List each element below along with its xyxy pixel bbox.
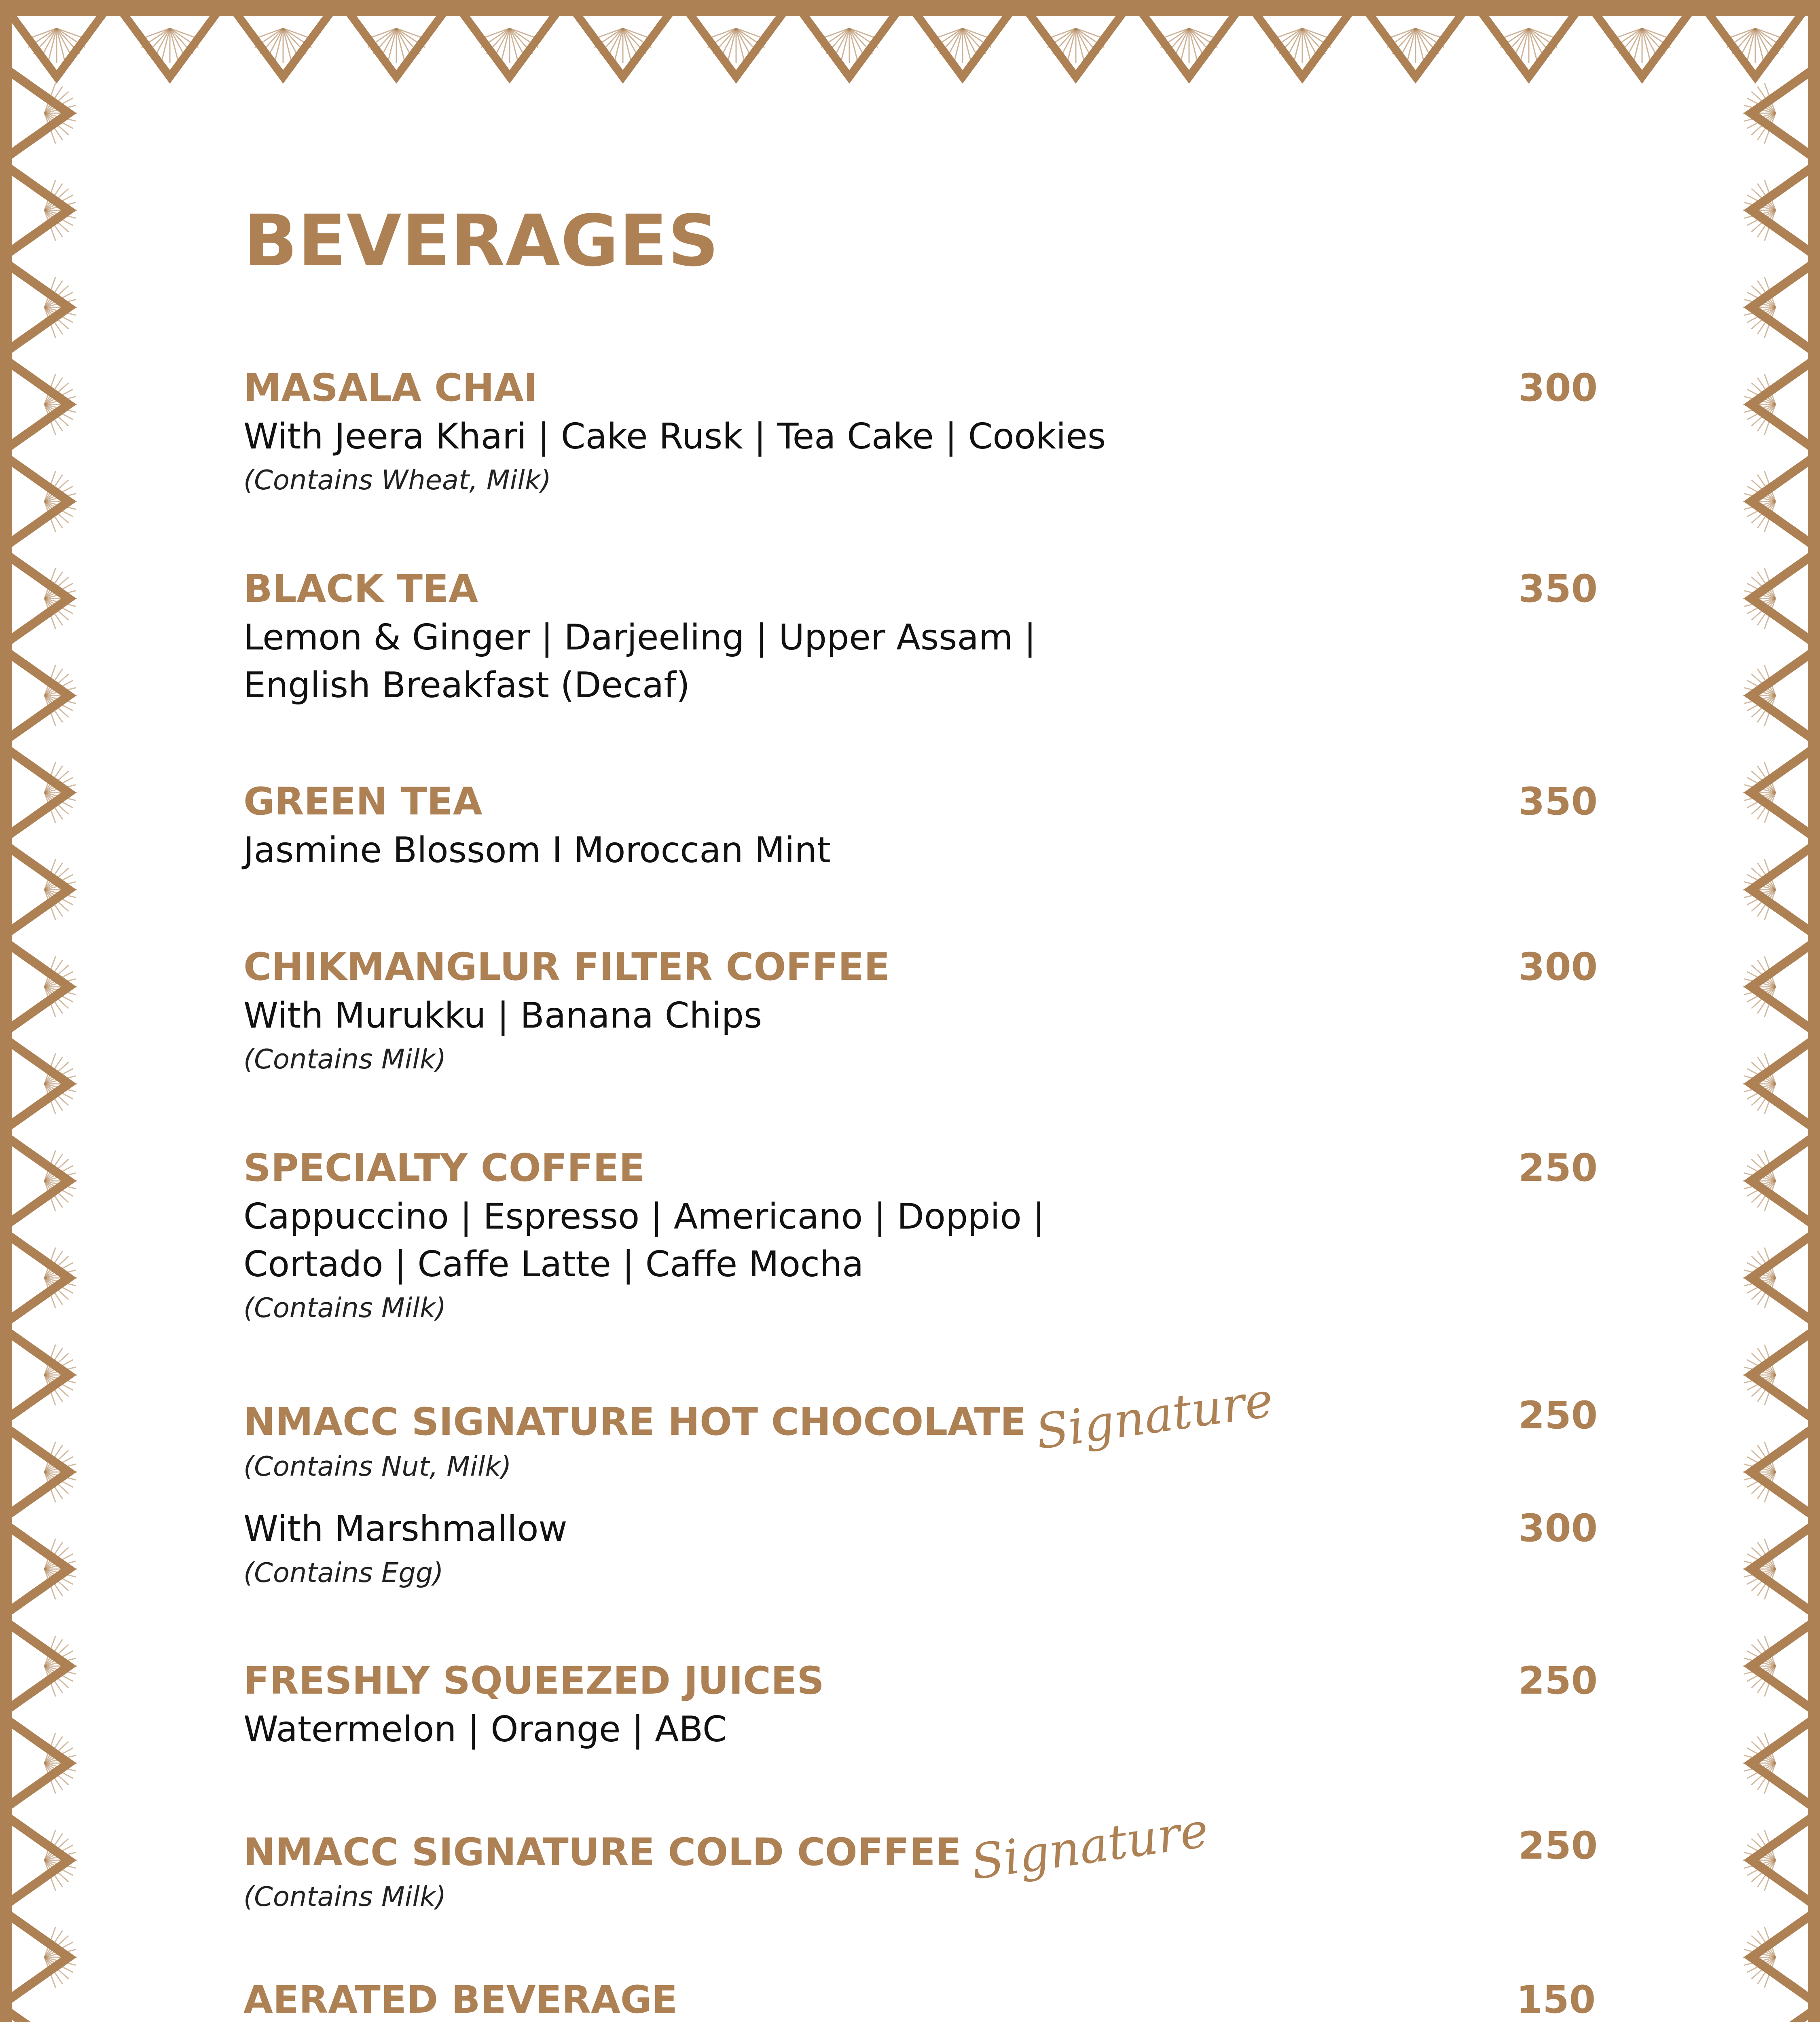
item-name: MASALA CHAI xyxy=(243,366,538,410)
item-name: GREEN TEA xyxy=(243,780,483,824)
item-description: Cappuccino | Espresso | Americano | Doppio | xyxy=(243,1196,1045,1237)
variant-description: With Marshmallow xyxy=(243,1508,567,1549)
item-name: SPECIALTY COFFEE xyxy=(243,1146,645,1190)
allergen-note: (Contains Milk) xyxy=(243,1043,446,1075)
item-price: 250 xyxy=(1518,1146,1598,1190)
item-price: 250 xyxy=(1518,1659,1598,1703)
menu-item-filter-coffee xyxy=(243,943,1606,1079)
menu-item-black-tea xyxy=(243,565,1606,709)
item-description: Watermelon | Orange | ABC xyxy=(243,1709,727,1750)
item-price: 250 xyxy=(1518,1394,1598,1438)
item-price: 250 xyxy=(1518,1824,1598,1868)
item-name: BLACK TEA xyxy=(243,567,478,611)
menu-item-aerated-beverage xyxy=(243,1976,1606,2022)
menu-item-specialty-coffee xyxy=(243,1144,1606,1328)
item-name: CHIKMANGLUR FILTER COFFEE xyxy=(243,945,890,989)
menu-item-juices xyxy=(243,1657,1606,1753)
item-name: NMACC SIGNATURE HOT CHOCOLATE xyxy=(243,1400,1026,1444)
item-price: 350 xyxy=(1518,567,1598,611)
item-description: With Murukku | Banana Chips xyxy=(243,995,762,1036)
item-price: 300 xyxy=(1518,945,1598,989)
item-name: NMACC SIGNATURE COLD COFFEE xyxy=(243,1830,961,1874)
allergen-note: (Contains Nut, Milk) xyxy=(243,1451,512,1482)
item-description: English Breakfast (Decaf) xyxy=(243,664,690,706)
item-price: 300 xyxy=(1518,366,1598,410)
item-description: Lemon & Ginger | Darjeeling | Upper Assam | xyxy=(243,617,1036,658)
signature-mark: Signature xyxy=(1032,1371,1276,1460)
signature-mark: Signature xyxy=(967,1802,1212,1891)
allergen-note: (Contains Milk) xyxy=(243,1292,446,1324)
item-description: Jasmine Blossom I Moroccan Mint xyxy=(243,829,831,871)
allergen-note: (Contains Milk) xyxy=(243,1881,446,1912)
item-price: 350 xyxy=(1518,780,1598,824)
allergen-note: (Contains Wheat, Milk) xyxy=(243,464,551,496)
menu-item-masala-chai xyxy=(243,364,1606,500)
item-variant xyxy=(243,1504,1606,1593)
allergen-note: (Contains Egg) xyxy=(243,1557,444,1588)
item-description: With Jeera Khari | Cake Rusk | Tea Cake | Cookies xyxy=(243,416,1106,457)
menu-item-green-tea xyxy=(243,778,1606,874)
menu-title: BEVERAGES xyxy=(243,200,720,282)
variant-price: 300 xyxy=(1518,1506,1598,1550)
item-price: 150 xyxy=(1516,1978,1596,2022)
menu-item-cold-coffee xyxy=(243,1802,1606,1916)
item-name: FRESHLY SQUEEZED JUICES xyxy=(243,1659,824,1703)
menu-item-hot-chocolate xyxy=(243,1371,1606,1593)
item-name: AERATED BEVERAGE xyxy=(243,1978,678,2022)
item-description: Cortado | Caffe Latte | Caffe Mocha xyxy=(243,1244,864,1285)
